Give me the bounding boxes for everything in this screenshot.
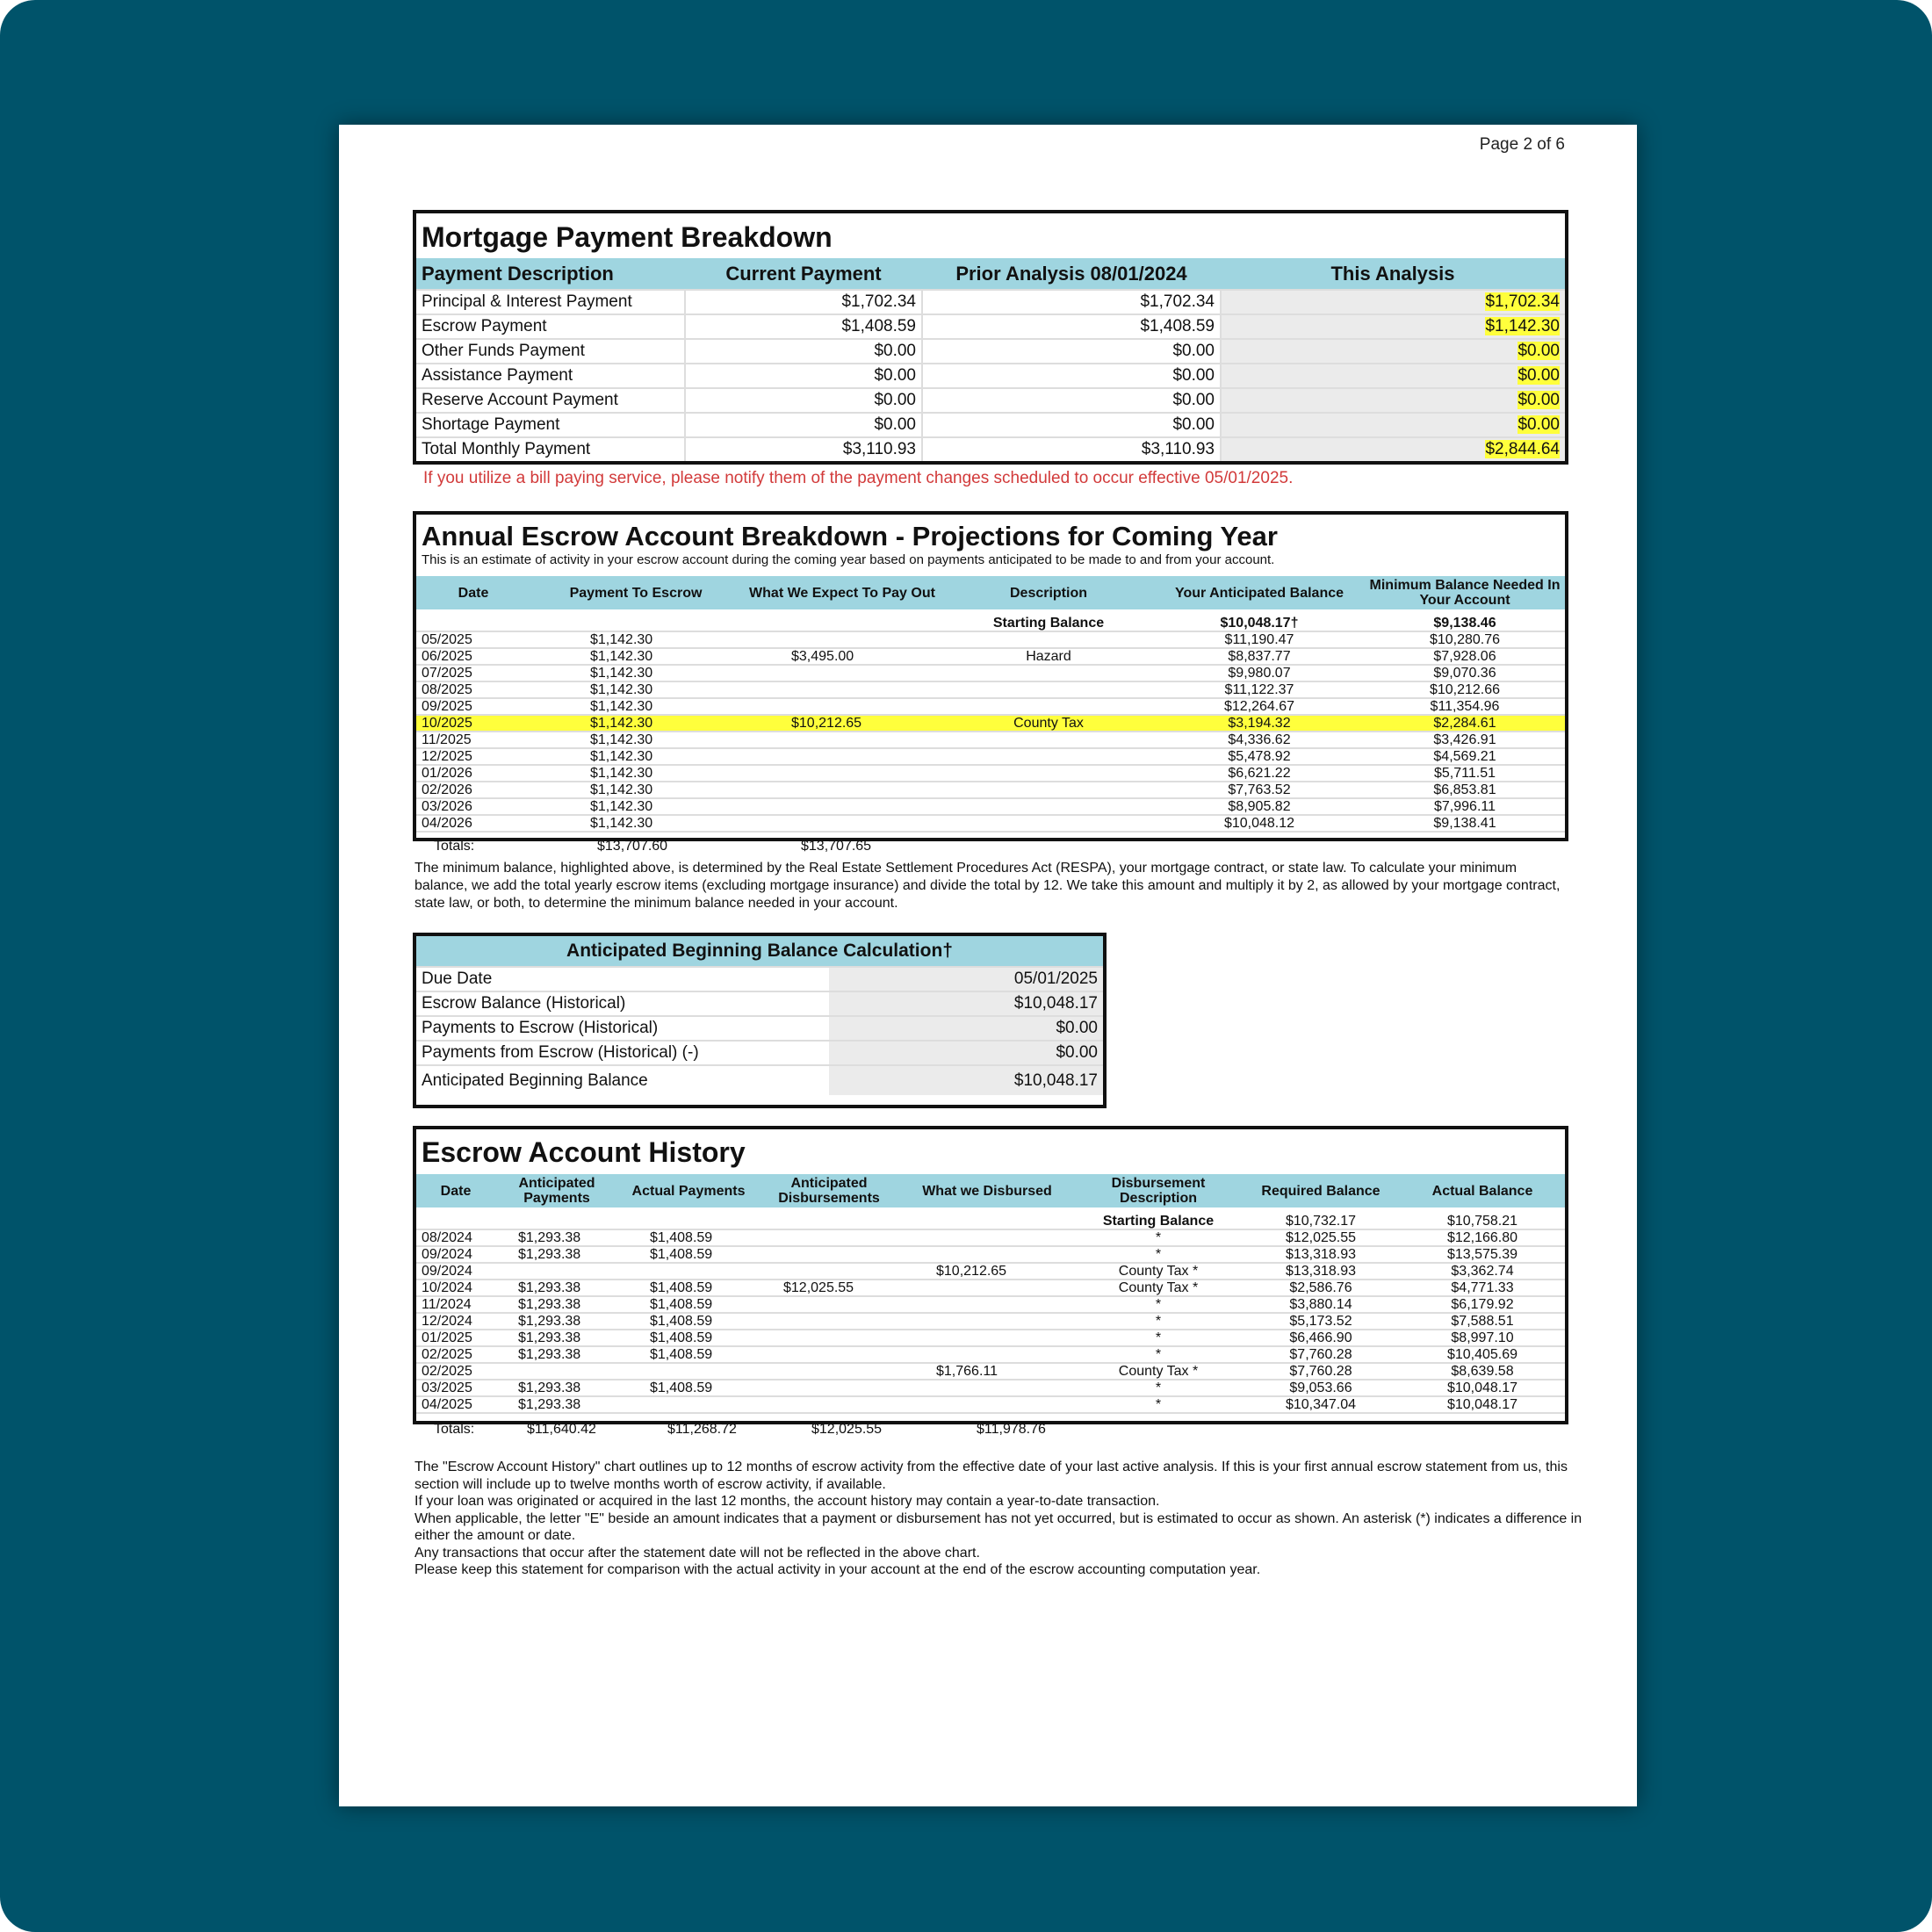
prior-analysis: $1,408.59	[922, 314, 1221, 339]
date: 04/2025	[416, 1396, 495, 1413]
current-payment: $0.00	[685, 364, 922, 388]
column-header: Actual Payments	[631, 1183, 746, 1199]
actual-balance: $10,048.17	[1400, 1396, 1565, 1413]
column-header: Minimum Balance Needed In Your Account	[1369, 578, 1561, 608]
minimum-balance: $9,138.41	[1365, 815, 1565, 832]
this-analysis-cell	[1221, 314, 1565, 339]
minimum-balance-note: The minimum balance, highlighted above, is determined by the Real Estate Settlement Procedures Act (RESPA), your mortgage contract, or state law. To calculate your minimum balance, we add the total yearly escrow items (excluding mortgage insurance) and divide the total by 12. We take this amount and multiply it by 2, as allowed by your mortgage contract, state law, or both, to determine the minimum balance needed in your account.	[415, 861, 1561, 911]
payment-to-escrow: $1,142.30	[530, 631, 741, 648]
column-header: Current Payment	[725, 262, 882, 285]
anticipated-disbursement	[759, 1229, 899, 1246]
anticipated-payment	[495, 1363, 618, 1380]
actual-payment: $1,408.59	[618, 1380, 759, 1396]
payment-to-escrow: $1,142.30	[530, 798, 741, 815]
minimum-balance: $11,354.96	[1365, 698, 1565, 715]
payment-description: Principal & Interest Payment	[416, 290, 685, 314]
required-balance: $5,173.52	[1242, 1313, 1400, 1330]
disbursement-description: *	[1075, 1296, 1242, 1313]
minimum-balance: $6,853.81	[1365, 782, 1565, 798]
starting-required: $10,732.17	[1242, 1208, 1400, 1229]
projection-row	[416, 782, 1565, 798]
anticipated-disbursement	[759, 1396, 899, 1413]
actual-payment: $1,408.59	[618, 1313, 759, 1330]
anticipated-payment: $1,293.38	[495, 1296, 618, 1313]
anticipated-payment: $1,293.38	[495, 1229, 618, 1246]
description	[943, 748, 1154, 765]
current-payment: $1,702.34	[685, 290, 922, 314]
mortgage-payment-breakdown	[413, 210, 1568, 465]
section-title: Escrow Account History	[422, 1136, 746, 1168]
prior-analysis: $1,702.34	[922, 290, 1221, 314]
anticipated-payment: $1,293.38	[495, 1330, 618, 1346]
anticipated-balance: $6,621.22	[1154, 765, 1365, 782]
projection-row	[416, 815, 1565, 832]
payment-description: Total Monthly Payment	[416, 437, 685, 461]
expected-payout	[741, 782, 943, 798]
payment-description: Shortage Payment	[416, 413, 685, 437]
history-row	[416, 1313, 1565, 1330]
anticipated-balance: $8,837.77	[1154, 648, 1365, 665]
actual-payment: $1,408.59	[618, 1246, 759, 1263]
row-value: $10,048.17	[829, 991, 1103, 1016]
current-payment: $0.00	[685, 339, 922, 364]
escrow-account-history	[413, 1126, 1568, 1424]
disbursement-description: County Tax *	[1075, 1363, 1242, 1380]
section-title: Mortgage Payment Breakdown	[422, 221, 833, 253]
minimum-balance: $4,569.21	[1365, 748, 1565, 765]
payment-to-escrow: $1,142.30	[530, 715, 741, 732]
anticipated-balance: $5,478.92	[1154, 748, 1365, 765]
note-line: Any transactions that occur after the statement date will not be reflected in the above chart.	[415, 1545, 980, 1561]
actual-payment: $1,408.59	[618, 1280, 759, 1296]
row-label: Due Date	[416, 967, 829, 991]
disbursed	[899, 1396, 1075, 1413]
current-payment: $3,110.93	[685, 437, 922, 461]
actual-balance: $7,588.51	[1400, 1313, 1565, 1330]
total-disbursed: $11,978.76	[977, 1422, 1046, 1437]
disbursement-description: *	[1075, 1246, 1242, 1263]
total-anticipated-disbursements: $12,025.55	[811, 1422, 883, 1437]
actual-payment: $1,408.59	[618, 1229, 759, 1246]
expected-payout	[741, 815, 943, 832]
description	[943, 815, 1154, 832]
disbursement-description: *	[1075, 1229, 1242, 1246]
this-analysis: $1,142.30	[1485, 317, 1560, 335]
actual-balance: $6,179.92	[1400, 1296, 1565, 1313]
current-payment: $0.00	[685, 388, 922, 413]
prior-analysis: $0.00	[922, 339, 1221, 364]
required-balance: $6,466.90	[1242, 1330, 1400, 1346]
anticipated-disbursement	[759, 1313, 899, 1330]
projection-row	[416, 798, 1565, 815]
expected-payout	[741, 631, 943, 648]
table-row	[416, 339, 1565, 364]
anticipated-disbursement	[759, 1296, 899, 1313]
date: 04/2026	[416, 815, 530, 832]
prior-analysis: $0.00	[922, 364, 1221, 388]
expected-payout: $3,495.00	[741, 648, 943, 665]
actual-balance: $8,639.58	[1400, 1363, 1565, 1380]
date: 03/2026	[416, 798, 530, 815]
required-balance: $2,586.76	[1242, 1280, 1400, 1296]
section-title: Annual Escrow Account Breakdown - Projections for Coming Year	[422, 521, 1278, 551]
column-header: Anticipated Disbursements	[778, 1176, 880, 1206]
date: 05/2025	[416, 631, 530, 648]
date: 03/2025	[416, 1380, 495, 1396]
page-number: Page 2 of 6	[1479, 135, 1565, 154]
disbursement-description: *	[1075, 1313, 1242, 1330]
payment-to-escrow: $1,142.30	[530, 732, 741, 748]
history-row	[416, 1363, 1565, 1380]
date: 12/2024	[416, 1313, 495, 1330]
disbursement-description: *	[1075, 1330, 1242, 1346]
anticipated-disbursement	[759, 1246, 899, 1263]
disbursed	[899, 1330, 1075, 1346]
note-line: When applicable, the letter "E" beside an amount indicates that a payment or disbursement has not yet occurred, but is estimated to occur as shown. An asterisk (*) indicates a difference in either the amount or date.	[415, 1510, 1582, 1543]
anticipated-disbursement	[759, 1263, 899, 1280]
anticipated-payment: $1,293.38	[495, 1380, 618, 1396]
disbursement-description: County Tax *	[1075, 1263, 1242, 1280]
projection-row	[416, 681, 1565, 698]
anticipated-payment: $1,293.38	[495, 1396, 618, 1413]
row-value: $10,048.17	[829, 1065, 1103, 1095]
minimum-balance: $3,426.91	[1365, 732, 1565, 748]
starting-balance-row	[416, 1208, 1565, 1229]
date: 08/2025	[416, 681, 530, 698]
description: County Tax	[943, 715, 1154, 732]
actual-balance: $8,997.10	[1400, 1330, 1565, 1346]
payment-description: Other Funds Payment	[416, 339, 685, 364]
date: 02/2026	[416, 782, 530, 798]
actual-balance: $10,405.69	[1400, 1346, 1565, 1363]
row-label: Escrow Balance (Historical)	[416, 991, 829, 1016]
disbursed	[899, 1313, 1075, 1330]
column-header: Disbursement Description	[1111, 1176, 1206, 1206]
payment-to-escrow: $1,142.30	[530, 748, 741, 765]
starting-balance-row	[416, 609, 1565, 631]
document-page	[339, 125, 1637, 1806]
disbursement-description: *	[1075, 1380, 1242, 1396]
prior-analysis: $3,110.93	[922, 437, 1221, 461]
this-analysis: $2,844.64	[1485, 440, 1560, 458]
description	[943, 681, 1154, 698]
expected-payout	[741, 732, 943, 748]
prior-analysis: $0.00	[922, 388, 1221, 413]
mortgage-table	[416, 258, 1565, 461]
required-balance: $13,318.93	[1242, 1246, 1400, 1263]
note-line: Please keep this statement for comparison with the actual activity in your account at the end of the escrow accounting computation year.	[415, 1562, 1261, 1577]
disbursed: $10,212.65	[899, 1263, 1075, 1280]
anticipated-disbursement	[759, 1380, 899, 1396]
date: 09/2024	[416, 1246, 495, 1263]
starting-anticipated: $10,048.17†	[1154, 609, 1365, 631]
disbursement-description: *	[1075, 1396, 1242, 1413]
column-header: Anticipated Payments	[518, 1176, 595, 1206]
actual-balance: $4,771.33	[1400, 1280, 1565, 1296]
this-analysis: $0.00	[1517, 415, 1560, 434]
date: 12/2025	[416, 748, 530, 765]
prior-analysis: $0.00	[922, 413, 1221, 437]
required-balance: $12,025.55	[1242, 1229, 1400, 1246]
date: 07/2025	[416, 665, 530, 681]
projection-row	[416, 748, 1565, 765]
column-header: Date	[458, 585, 489, 601]
anticipated-payment: $1,293.38	[495, 1313, 618, 1330]
anticipated-balance: $7,763.52	[1154, 782, 1365, 798]
description	[943, 782, 1154, 798]
this-analysis: $0.00	[1517, 391, 1560, 409]
actual-balance: $12,166.80	[1400, 1229, 1565, 1246]
anticipated-balance: $3,194.32	[1154, 715, 1365, 732]
disbursed	[899, 1280, 1075, 1296]
projection-row	[416, 665, 1565, 681]
date: 11/2025	[416, 732, 530, 748]
history-row	[416, 1380, 1565, 1396]
row-value: 05/01/2025	[829, 967, 1103, 991]
totals-label: Totals:	[434, 1422, 475, 1437]
disbursed	[899, 1229, 1075, 1246]
this-analysis: $0.00	[1517, 342, 1560, 360]
actual-payment	[618, 1263, 759, 1280]
minimum-balance: $10,280.76	[1365, 631, 1565, 648]
payment-to-escrow: $1,142.30	[530, 698, 741, 715]
date: 11/2024	[416, 1296, 495, 1313]
anticipated-balance: $12,264.67	[1154, 698, 1365, 715]
actual-balance: $13,575.39	[1400, 1246, 1565, 1263]
actual-payment	[618, 1396, 759, 1413]
history-row	[416, 1296, 1565, 1313]
history-row	[416, 1263, 1565, 1280]
current-payment: $1,408.59	[685, 314, 922, 339]
history-row	[416, 1396, 1565, 1413]
section-title: Anticipated Beginning Balance Calculation†	[566, 941, 953, 961]
minimum-balance: $5,711.51	[1365, 765, 1565, 782]
description	[943, 665, 1154, 681]
column-header: Payment Description	[422, 262, 614, 285]
payment-to-escrow: $1,142.30	[530, 648, 741, 665]
annual-escrow-breakdown	[413, 511, 1568, 841]
this-analysis-cell	[1221, 364, 1565, 388]
anticipated-payment: $1,293.38	[495, 1346, 618, 1363]
anticipated-payment: $1,293.38	[495, 1246, 618, 1263]
table-row	[416, 364, 1565, 388]
column-header: What We Expect To Pay Out	[749, 585, 935, 601]
date: 09/2024	[416, 1263, 495, 1280]
projection-row	[416, 765, 1565, 782]
date: 10/2024	[416, 1280, 495, 1296]
table-row	[416, 290, 1565, 314]
row-value: $0.00	[829, 1041, 1103, 1065]
table-row	[416, 967, 1103, 991]
date: 09/2025	[416, 698, 530, 715]
this-analysis: $0.00	[1517, 366, 1560, 385]
starting-label: Starting Balance	[943, 609, 1154, 631]
projection-row	[416, 698, 1565, 715]
actual-balance: $3,362.74	[1400, 1263, 1565, 1280]
note-line: The "Escrow Account History" chart outlines up to 12 months of escrow activity from the effective date of your last active analysis. If this is your first annual escrow statement from us, this section will include up to twelve months worth of escrow activity, if available.	[415, 1460, 1568, 1492]
table-row	[416, 437, 1565, 461]
payment-to-escrow: $1,142.30	[530, 815, 741, 832]
this-analysis: $1,702.34	[1485, 292, 1560, 311]
total-payout: $13,707.65	[801, 839, 872, 854]
payment-to-escrow: $1,142.30	[530, 665, 741, 681]
table-row	[416, 314, 1565, 339]
beginning-balance-calculation	[413, 933, 1107, 1108]
required-balance: $13,318.93	[1242, 1263, 1400, 1280]
actual-payment	[618, 1363, 759, 1380]
expected-payout	[741, 698, 943, 715]
required-balance: $10,347.04	[1242, 1396, 1400, 1413]
note-line: If your loan was originated or acquired in the last 12 months, the account history may contain a year-to-date transaction.	[415, 1494, 1160, 1509]
date: 10/2025	[416, 715, 530, 732]
payment-to-escrow: $1,142.30	[530, 765, 741, 782]
table-row	[416, 991, 1103, 1016]
row-value: $0.00	[829, 1016, 1103, 1041]
description	[943, 631, 1154, 648]
table-row	[416, 388, 1565, 413]
totals-label: Totals:	[434, 839, 475, 854]
description	[943, 765, 1154, 782]
this-analysis-cell	[1221, 413, 1565, 437]
date: 08/2024	[416, 1229, 495, 1246]
current-payment: $0.00	[685, 413, 922, 437]
total-anticipated-payments: $11,640.42	[527, 1422, 596, 1437]
expected-payout	[741, 665, 943, 681]
projection-row	[416, 732, 1565, 748]
history-row	[416, 1246, 1565, 1263]
table-row	[416, 1065, 1103, 1095]
column-header: Description	[1009, 585, 1087, 601]
description	[943, 732, 1154, 748]
column-header: Actual Balance	[1431, 1183, 1533, 1199]
anticipated-balance: $10,048.12	[1154, 815, 1365, 832]
this-analysis-cell	[1221, 290, 1565, 314]
expected-payout	[741, 765, 943, 782]
description	[943, 798, 1154, 815]
disbursed	[899, 1246, 1075, 1263]
section-subtitle: This is an estimate of activity in your escrow account during the coming year based on payments anticipated to be made to and from your account.	[422, 552, 1275, 567]
payment-description: Escrow Payment	[416, 314, 685, 339]
this-analysis-cell	[1221, 388, 1565, 413]
row-label: Payments from Escrow (Historical) (-)	[416, 1041, 829, 1065]
minimum-balance: $9,070.36	[1365, 665, 1565, 681]
anticipated-disbursement: $12,025.55	[759, 1280, 899, 1296]
minimum-balance: $10,212.66	[1365, 681, 1565, 698]
history-row	[416, 1346, 1565, 1363]
projection-row	[416, 715, 1565, 732]
actual-payment: $1,408.59	[618, 1346, 759, 1363]
date: 01/2025	[416, 1330, 495, 1346]
history-table	[416, 1174, 1565, 1414]
actual-balance: $10,048.17	[1400, 1380, 1565, 1396]
date: 02/2025	[416, 1363, 495, 1380]
history-row	[416, 1280, 1565, 1296]
required-balance: $7,760.28	[1242, 1363, 1400, 1380]
table-row	[416, 413, 1565, 437]
disbursement-description: *	[1075, 1346, 1242, 1363]
payment-to-escrow: $1,142.30	[530, 681, 741, 698]
payment-change-notice: If you utilize a bill paying service, please notify them of the payment changes scheduled to occur effective 05/01/2025.	[423, 469, 1294, 487]
payment-description: Assistance Payment	[416, 364, 685, 388]
column-header: This Analysis	[1330, 262, 1455, 285]
total-actual-payments: $11,268.72	[667, 1422, 737, 1437]
starting-label: Starting Balance	[1075, 1208, 1242, 1229]
anticipated-disbursement	[759, 1330, 899, 1346]
payment-to-escrow: $1,142.30	[530, 782, 741, 798]
history-row	[416, 1229, 1565, 1246]
anticipated-balance: $11,122.37	[1154, 681, 1365, 698]
this-analysis-cell	[1221, 437, 1565, 461]
actual-payment: $1,408.59	[618, 1330, 759, 1346]
date: 01/2026	[416, 765, 530, 782]
description: Hazard	[943, 648, 1154, 665]
row-label: Payments to Escrow (Historical)	[416, 1016, 829, 1041]
projection-row	[416, 631, 1565, 648]
this-analysis-cell	[1221, 339, 1565, 364]
column-header: Date	[440, 1183, 472, 1199]
date: 02/2025	[416, 1346, 495, 1363]
column-header: Prior Analysis 08/01/2024	[955, 262, 1187, 285]
date: 06/2025	[416, 648, 530, 665]
disbursed	[899, 1380, 1075, 1396]
starting-minimum: $9,138.46	[1365, 609, 1565, 631]
minimum-balance: $7,928.06	[1365, 648, 1565, 665]
table-row	[416, 1016, 1103, 1041]
column-header: Your Anticipated Balance	[1174, 585, 1344, 601]
expected-payout	[741, 681, 943, 698]
history-notes	[415, 1459, 1582, 1579]
anticipated-balance: $9,980.07	[1154, 665, 1365, 681]
anticipated-balance: $4,336.62	[1154, 732, 1365, 748]
table-row	[416, 1041, 1103, 1065]
column-header: Required Balance	[1261, 1183, 1381, 1199]
history-row	[416, 1330, 1565, 1346]
disbursed	[899, 1346, 1075, 1363]
row-label: Anticipated Beginning Balance	[416, 1065, 829, 1095]
expected-payout	[741, 798, 943, 815]
column-header: Payment To Escrow	[569, 585, 703, 601]
expected-payout	[741, 748, 943, 765]
anticipated-payment	[495, 1263, 618, 1280]
column-header: What we Disbursed	[922, 1183, 1052, 1199]
disbursed: $1,766.11	[899, 1363, 1075, 1380]
projection-table	[416, 576, 1565, 833]
required-balance: $7,760.28	[1242, 1346, 1400, 1363]
required-balance: $9,053.66	[1242, 1380, 1400, 1396]
required-balance: $3,880.14	[1242, 1296, 1400, 1313]
disbursement-description: County Tax *	[1075, 1280, 1242, 1296]
beginning-balance-table	[416, 936, 1103, 1095]
description	[943, 698, 1154, 715]
total-payment: $13,707.60	[597, 839, 668, 854]
anticipated-balance: $8,905.82	[1154, 798, 1365, 815]
payment-description: Reserve Account Payment	[416, 388, 685, 413]
anticipated-disbursement	[759, 1363, 899, 1380]
minimum-balance: $2,284.61	[1365, 715, 1565, 732]
anticipated-disbursement	[759, 1346, 899, 1363]
minimum-balance: $7,996.11	[1365, 798, 1565, 815]
projection-row	[416, 648, 1565, 665]
anticipated-payment: $1,293.38	[495, 1280, 618, 1296]
anticipated-balance: $11,190.47	[1154, 631, 1365, 648]
starting-actual: $10,758.21	[1400, 1208, 1565, 1229]
expected-payout: $10,212.65	[741, 715, 943, 732]
disbursed	[899, 1296, 1075, 1313]
actual-payment: $1,408.59	[618, 1296, 759, 1313]
